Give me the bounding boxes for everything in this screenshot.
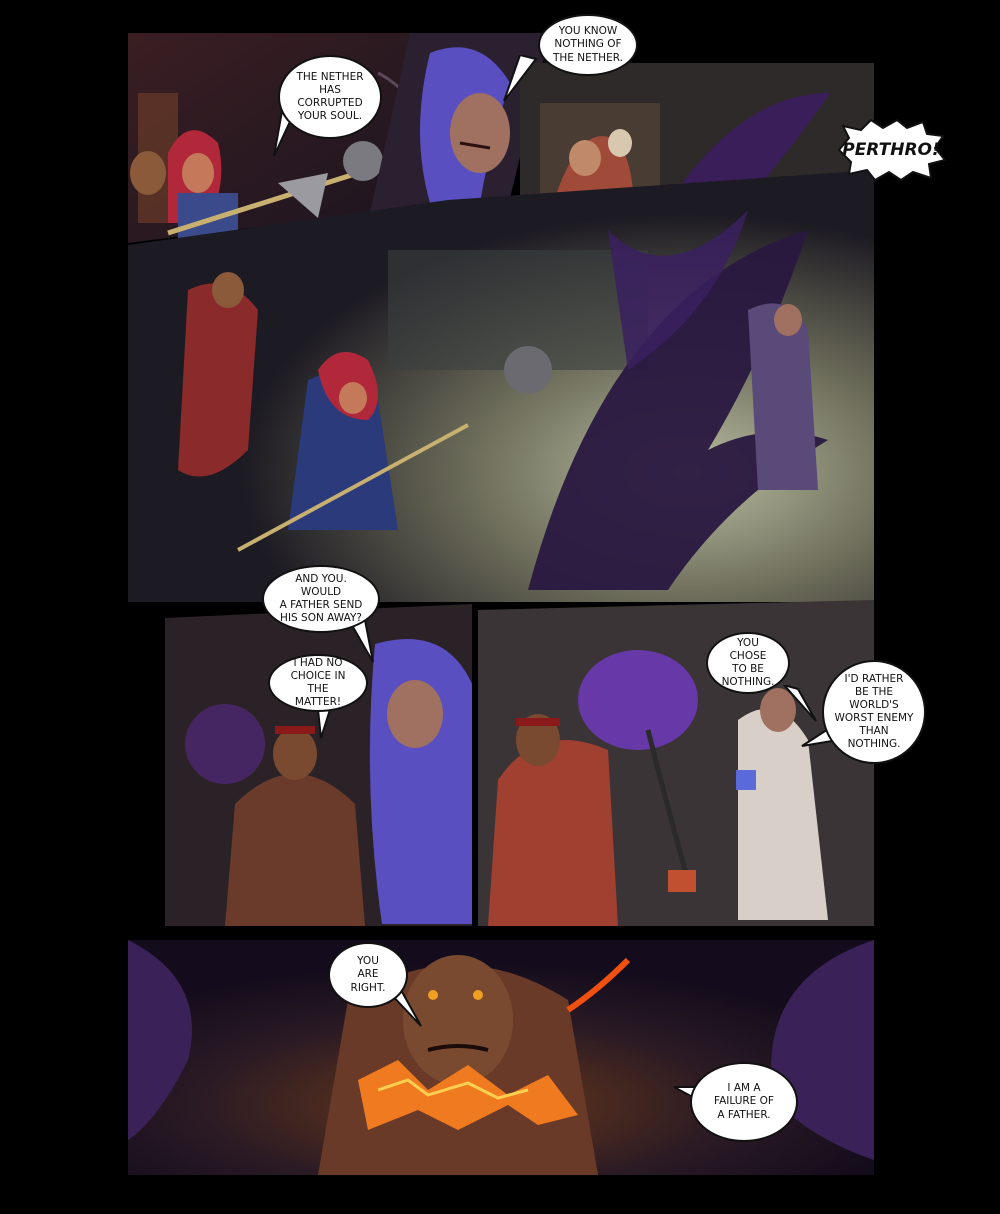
bubble-tail (780, 685, 820, 725)
speech-bubble-nether-corrupted: THE NETHER HAS CORRUPTED YOUR SOUL. (278, 55, 382, 139)
panel-father-confronted (165, 604, 472, 926)
speech-bubble-you-are-right: YOU ARE RIGHT. (328, 942, 408, 1008)
panel-chain-duel (478, 600, 874, 926)
panel-father-confronted-art (165, 604, 472, 926)
speech-bubble-and-you: AND YOU. WOULD A FATHER SEND HIS SON AWAY? (262, 565, 380, 633)
bubble-tail (500, 55, 540, 105)
speech-bubble-failure-father: I AM A FAILURE OF A FATHER. (690, 1062, 798, 1142)
speech-bubble-no-choice: I HAD NO CHOICE IN THE MATTER! (268, 654, 368, 712)
panel-chain-duel-art (478, 600, 874, 926)
panel-nether-battle-art (128, 170, 874, 602)
panel-father-flames-art (128, 940, 874, 1175)
panel-nether-battle (128, 170, 874, 602)
panel-father-flames (128, 940, 874, 1175)
speech-bubble-rather-be: I'D RATHER BE THE WORLD'S WORST ENEMY THAN NOTHING. (822, 660, 926, 764)
sfx-perthro: PERTHRO! (842, 140, 940, 160)
speech-bubble-chose-nothing: YOU CHOSE TO BE NOTHING. (706, 632, 790, 694)
speech-bubble-you-know-nothing: YOU KNOW NOTHING OF THE NETHER. (538, 14, 638, 76)
